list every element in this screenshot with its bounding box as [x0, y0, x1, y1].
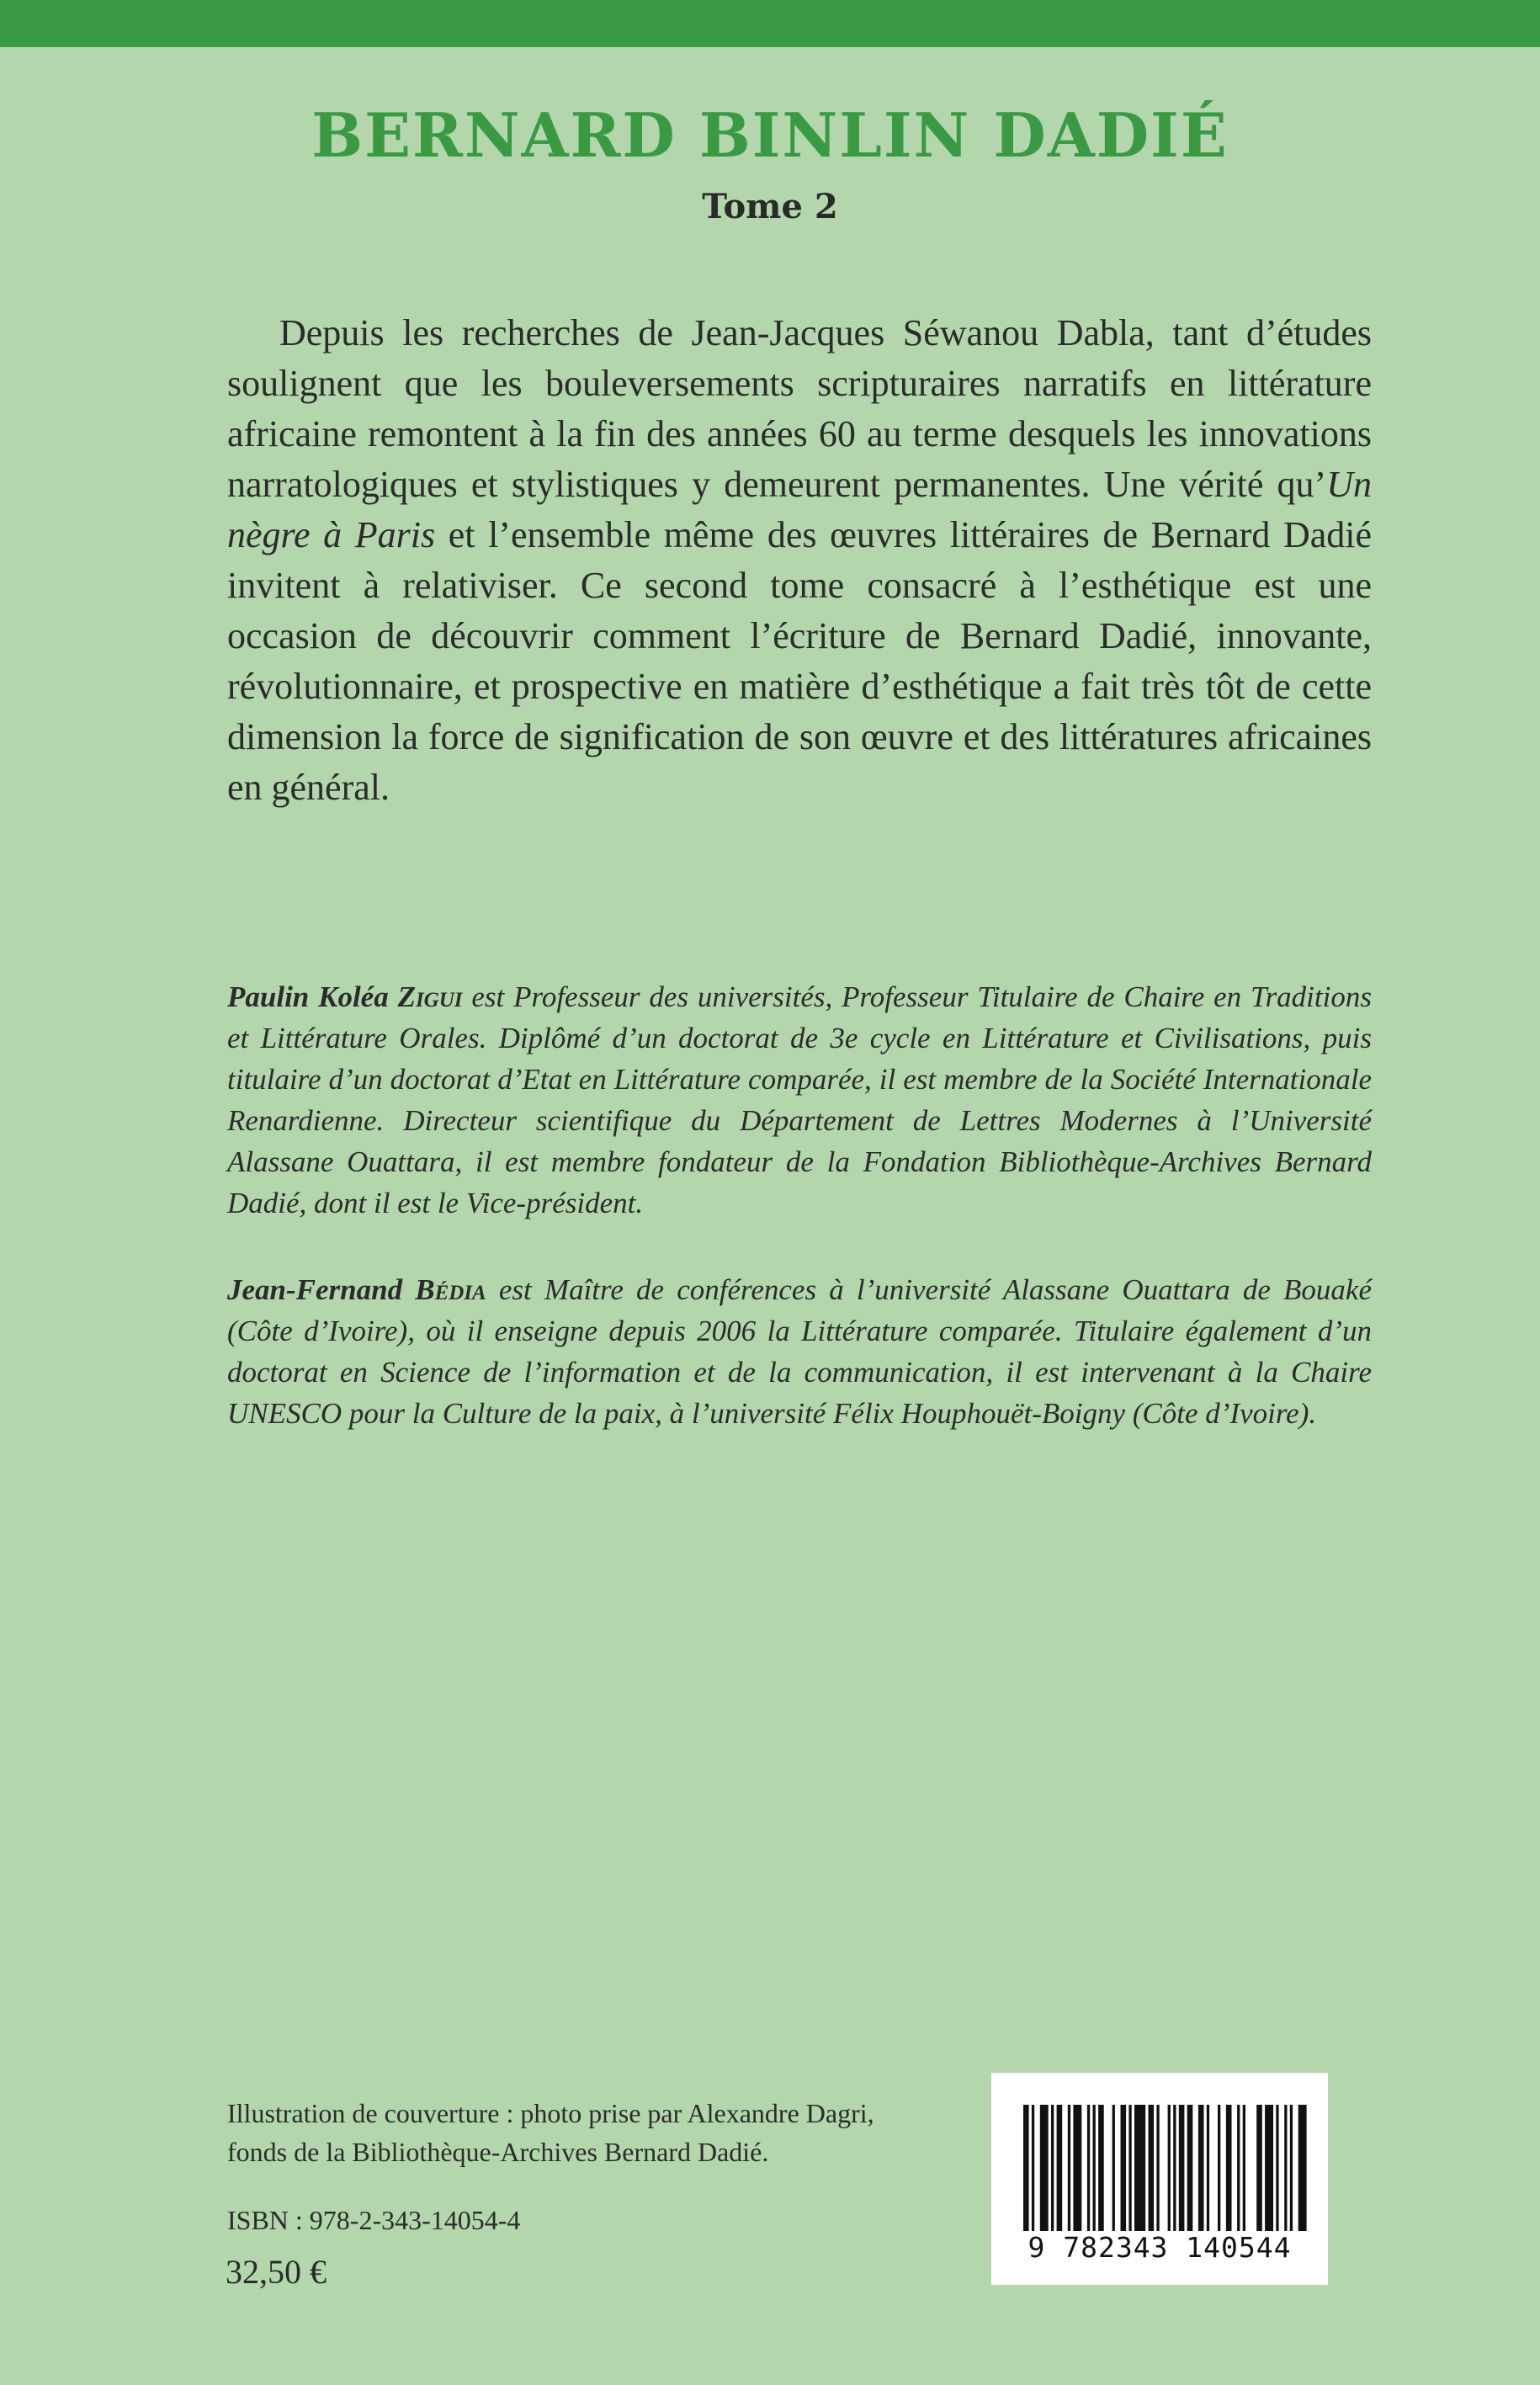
barcode-bar	[1290, 2105, 1293, 2231]
barcode-bar	[1179, 2105, 1185, 2231]
barcode-bar	[1243, 2105, 1245, 2231]
synopsis-book-title: Un nègre à Paris	[227, 464, 1372, 555]
credit-line-1: Illustration de couverture : photo prise par Alexandre Dagri,	[227, 2098, 874, 2128]
synopsis-text-part1: Depuis les recherches de Jean-Jacques Séwanou Dabla, tant d’études soulignent que les bouleversements scripturaires narratifs en littérature africaine remontent à la fin des années 60 au terme desquels les innovations narratologiques et stylistiques y demeurent permanentes. Une vérité qu’	[227, 312, 1372, 505]
barcode-bar	[1284, 2105, 1287, 2231]
barcode-bar	[1051, 2105, 1054, 2231]
barcode-bar	[1168, 2105, 1171, 2231]
book-title: BERNARD BINLIN DADIÉ	[311, 99, 1229, 171]
cover-illustration-credit	[227, 2094, 985, 2171]
author-bio-text: est Professeur des universités, Professeur Titulaire de Chaire en Traditions et Littérature Orales. Diplômé d’un doctorat de 3e cycle en Littérature et Civilisations, puis titulaire d’un doctorat d’Etat en Littérature comparée, il est membre de la Société Internationale Renardienne. Directeur scientifique du Département de Lettres Modernes à l’Université Alassane Ouattara, il est membre fondateur de la Fondation Bibliothèque-Archives Bernard Dadié, dont il est le Vice-président.	[227, 980, 1372, 1219]
barcode-bar	[1187, 2105, 1193, 2231]
credit-line-2: fonds de la Bibliothèque-Archives Bernard Dadié.	[227, 2137, 769, 2167]
synopsis-text-part2: et l’ensemble même des œuvres littéraires de Bernard Dadié invitent à relativiser. Ce second tome consacré à l’esthétique est une occasion de découvrir comment l’écriture de Bernard Dadié, innovante, révolutionnaire, et prospective en matière d’esthétique a fait très tôt de cette dimension la force de signification de son œuvre et des littératures africaines en général.	[227, 514, 1372, 808]
author-first-name: Paulin Koléa	[227, 980, 398, 1013]
author-last-name: Zigui	[397, 980, 463, 1013]
barcode-bar	[1121, 2105, 1127, 2231]
isbn-number: ISBN : 978-2-343-14054-4	[227, 2205, 521, 2235]
barcode-bar	[1226, 2105, 1232, 2231]
price-label: 32,50 €	[226, 2253, 327, 2291]
barcode-bar	[1073, 2105, 1081, 2231]
synopsis-paragraph	[227, 308, 1372, 813]
barcode-bar	[1237, 2105, 1240, 2231]
barcode-bar	[1218, 2105, 1220, 2231]
author-first-name: Jean-Fernand	[227, 1273, 416, 1306]
barcode-bar	[1134, 2105, 1145, 2231]
barcode-digits: 9 782343 140544	[1028, 2231, 1292, 2264]
ean13-barcode-icon	[991, 2073, 1328, 2241]
author-bio-zigui	[227, 976, 1372, 1224]
barcode-bar	[1093, 2105, 1096, 2231]
barcode-bar	[1149, 2105, 1155, 2231]
barcode-bar	[1068, 2105, 1070, 2231]
volume-subtitle: Tome 2	[702, 187, 838, 226]
barcode-bar	[1032, 2105, 1034, 2231]
barcode-bar	[1256, 2105, 1262, 2231]
barcode-bar	[1173, 2105, 1176, 2231]
top-color-band	[0, 0, 1540, 47]
author-bio-text: est Maître de conférences à l’université Alassane Ouattara de Bouaké (Côte d’Ivoire), où il enseigne depuis 2006 la Littérature comparée. Titulaire également d’un doctorat en Science de l’information et de la communication, il est intervenant à la Chaire UNESCO pour la Culture de la paix, à l’université Félix Houphouët-Boigny (Côte d’Ivoire).	[227, 1273, 1372, 1430]
author-last-name: Bédia	[415, 1273, 486, 1306]
barcode-panel	[991, 2073, 1328, 2285]
barcode-bar	[1156, 2105, 1159, 2231]
barcode-bar	[1087, 2105, 1090, 2231]
author-bio-bedia	[227, 1269, 1372, 1434]
barcode-bar	[1023, 2105, 1029, 2231]
barcode-bar	[1298, 2105, 1307, 2231]
barcode-bar	[1040, 2105, 1049, 2231]
barcode-bar	[1198, 2105, 1204, 2231]
barcode-bar	[1128, 2105, 1131, 2231]
barcode-bar	[1098, 2105, 1104, 2231]
barcode-bar	[1276, 2105, 1278, 2231]
barcode-bar	[1113, 2105, 1115, 2231]
barcode-bar	[1057, 2105, 1063, 2231]
barcode-bar	[1207, 2105, 1209, 2231]
barcode-bar	[1265, 2105, 1273, 2231]
